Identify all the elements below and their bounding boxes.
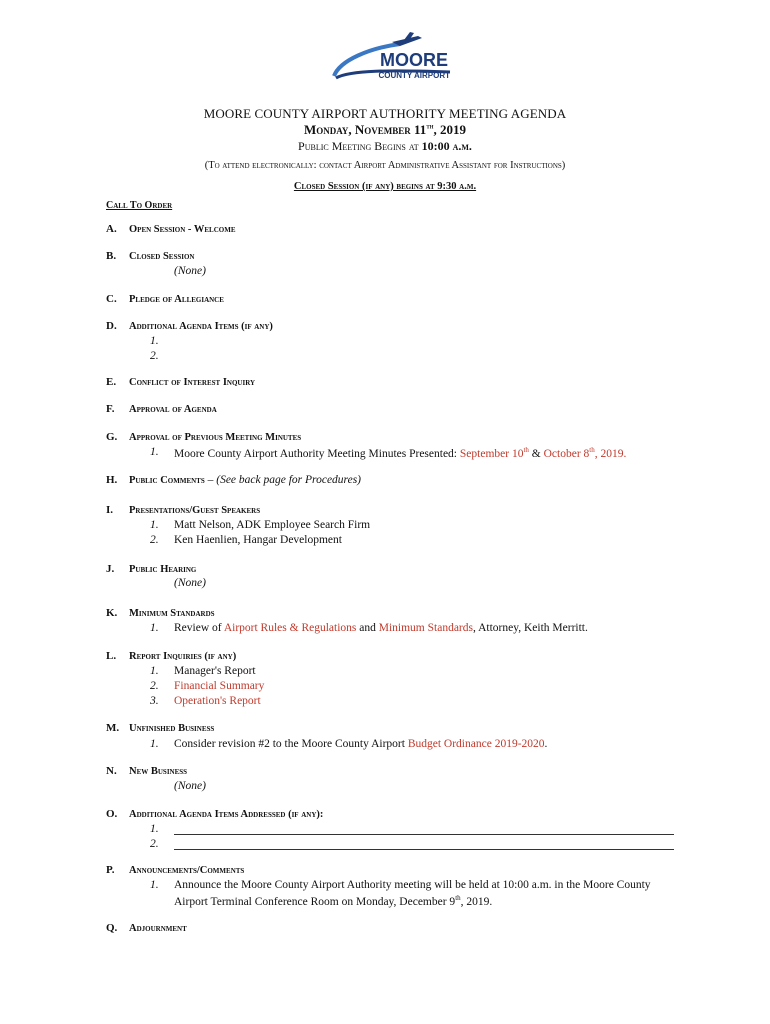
sup-th: th	[589, 446, 595, 454]
section-title-q: Adjournment	[129, 923, 187, 934]
list-number: 1.	[150, 622, 159, 634]
standards-and: and	[356, 622, 379, 634]
section-note-j: (None)	[174, 577, 206, 589]
public-meeting-begins	[0, 139, 770, 154]
section-letter-i: I.	[106, 504, 114, 516]
speaker-item: Matt Nelson, ADK Employee Search Firm	[174, 519, 371, 531]
section-title-o: Additional Agenda Items Addressed (if any):	[129, 809, 324, 820]
standards-attorney: , Attorney, Keith Merritt.	[473, 622, 588, 634]
agenda-title: MOORE COUNTY AIRPORT AUTHORITY MEETING AGENDA	[203, 106, 567, 121]
sup-th: th	[523, 446, 529, 454]
minimum-standards-link[interactable]: Minimum Standards	[378, 622, 473, 634]
blank-line	[174, 849, 674, 850]
budget-ordinance-link[interactable]: Budget Ordinance 2019-2020	[407, 738, 545, 750]
section-title-d: Additional Agenda Items (if any)	[129, 321, 273, 332]
announcement-line-1: Announce the Moore County Airport Authority meeting will be held at 10:00 a.m. in the Moore County	[174, 879, 651, 891]
list-number: 1.	[150, 665, 159, 677]
section-title-p: Announcements/Comments	[129, 865, 245, 876]
list-number: 2.	[150, 838, 159, 850]
october-minutes-link[interactable]	[544, 448, 627, 460]
section-note-b: (None)	[174, 265, 206, 277]
section-title-a: Open Session - Welcome	[129, 224, 236, 235]
public-comments-note: (See back page for Procedures)	[216, 474, 362, 486]
meeting-date-suffix: , 2019	[433, 122, 467, 137]
section-title-i: Presentations/Guest Speakers	[129, 505, 261, 516]
list-number: 1.	[150, 879, 159, 891]
airport-rules-link[interactable]: Airport Rules & Regulations	[223, 622, 357, 634]
public-begins-prefix: Public Meeting Begins at	[298, 139, 422, 153]
section-letter-f: F.	[106, 403, 115, 415]
section-title-n: New Business	[129, 766, 188, 777]
report-item: Manager's Report	[174, 665, 256, 677]
section-letter-h: H.	[106, 474, 118, 486]
standards-item	[174, 622, 588, 634]
unfinished-text: Consider revision #2 to the Moore County Airport	[174, 738, 408, 750]
closed-session-note: Closed Session (if any) begins at 9:30 a.m.	[293, 181, 477, 192]
section-title-m: Unfinished Business	[129, 723, 215, 734]
meeting-date-prefix: Monday, November 11	[303, 122, 427, 137]
section-letter-p: P.	[106, 864, 115, 876]
section-title-h	[129, 474, 361, 486]
electronic-attendance-note: (To attend electronically: contact Airport Administrative Assistant for Instructions)	[204, 160, 566, 171]
section-letter-j: J.	[106, 563, 115, 575]
public-comments-title: Public Comments	[129, 475, 205, 486]
section-title-c: Pledge of Allegiance	[129, 294, 224, 305]
list-number: 1.	[150, 446, 159, 458]
section-letter-a: A.	[106, 223, 117, 235]
section-letter-k: K.	[106, 607, 118, 619]
announcement-end: , 2019.	[460, 895, 493, 908]
list-number: 1.	[150, 823, 159, 835]
announcement-text: Airport Terminal Conference Room on Monday, December 9	[174, 895, 456, 908]
list-number: 1.	[150, 335, 159, 347]
section-letter-l: L.	[106, 650, 117, 662]
section-letter-m: M.	[106, 722, 120, 734]
speaker-item: Ken Haenlien, Hangar Development	[174, 534, 342, 546]
section-title-g: Approval of Previous Meeting Minutes	[129, 432, 302, 443]
section-title-b: Closed Session	[129, 251, 195, 262]
unfinished-end: .	[544, 738, 548, 750]
section-letter-e: E.	[106, 376, 117, 388]
list-number: 2.	[150, 680, 159, 692]
section-title-f: Approval of Agenda	[129, 404, 217, 415]
section-title-e: Conflict of Interest Inquiry	[129, 377, 256, 388]
logo-brand-text: MOORE	[379, 50, 448, 70]
october-minutes-label: October 8	[543, 447, 590, 460]
blank-line	[174, 834, 674, 835]
operations-report-link[interactable]: Operation's Report	[174, 695, 261, 707]
list-number: 1.	[150, 519, 159, 531]
meeting-date	[0, 122, 770, 138]
section-letter-g: G.	[106, 431, 118, 443]
announcement-line-2	[174, 894, 492, 908]
section-title-j: Public Hearing	[129, 564, 197, 575]
september-minutes-label: September 10	[459, 447, 524, 460]
financial-summary-link[interactable]: Financial Summary	[174, 680, 265, 692]
public-begins-time: 10:00 a.m.	[421, 139, 472, 153]
october-minutes-end: , 2019.	[594, 447, 627, 460]
airport-logo-icon	[330, 30, 460, 85]
minutes-text: Moore County Airport Authority Meeting Minutes Presented:	[174, 447, 460, 460]
call-to-order: Call To Order	[106, 200, 173, 211]
section-title-l: Report Inquiries (if any)	[129, 651, 237, 662]
section-title-k: Minimum Standards	[129, 608, 215, 619]
section-letter-d: D.	[106, 320, 117, 332]
dash: –	[204, 474, 217, 486]
logo-sub-text: COUNTY AIRPORT	[378, 71, 450, 80]
minutes-item	[174, 446, 626, 460]
section-letter-q: Q.	[106, 922, 118, 934]
unfinished-item	[174, 738, 547, 750]
ampersand: &	[528, 447, 544, 460]
list-number: 1.	[150, 738, 159, 750]
section-letter-b: B.	[106, 250, 117, 262]
list-number: 3.	[150, 695, 159, 707]
section-letter-n: N.	[106, 765, 117, 777]
september-minutes-link[interactable]	[460, 448, 529, 460]
section-letter-o: O.	[106, 808, 118, 820]
moore-county-airport-logo	[330, 30, 460, 85]
meeting-date-sup: th	[426, 122, 434, 131]
standards-text: Review of	[174, 622, 224, 634]
list-number: 2.	[150, 350, 159, 362]
sup-th: th	[455, 894, 461, 902]
list-number: 2.	[150, 534, 159, 546]
section-note-n: (None)	[174, 780, 206, 792]
section-letter-c: C.	[106, 293, 117, 305]
